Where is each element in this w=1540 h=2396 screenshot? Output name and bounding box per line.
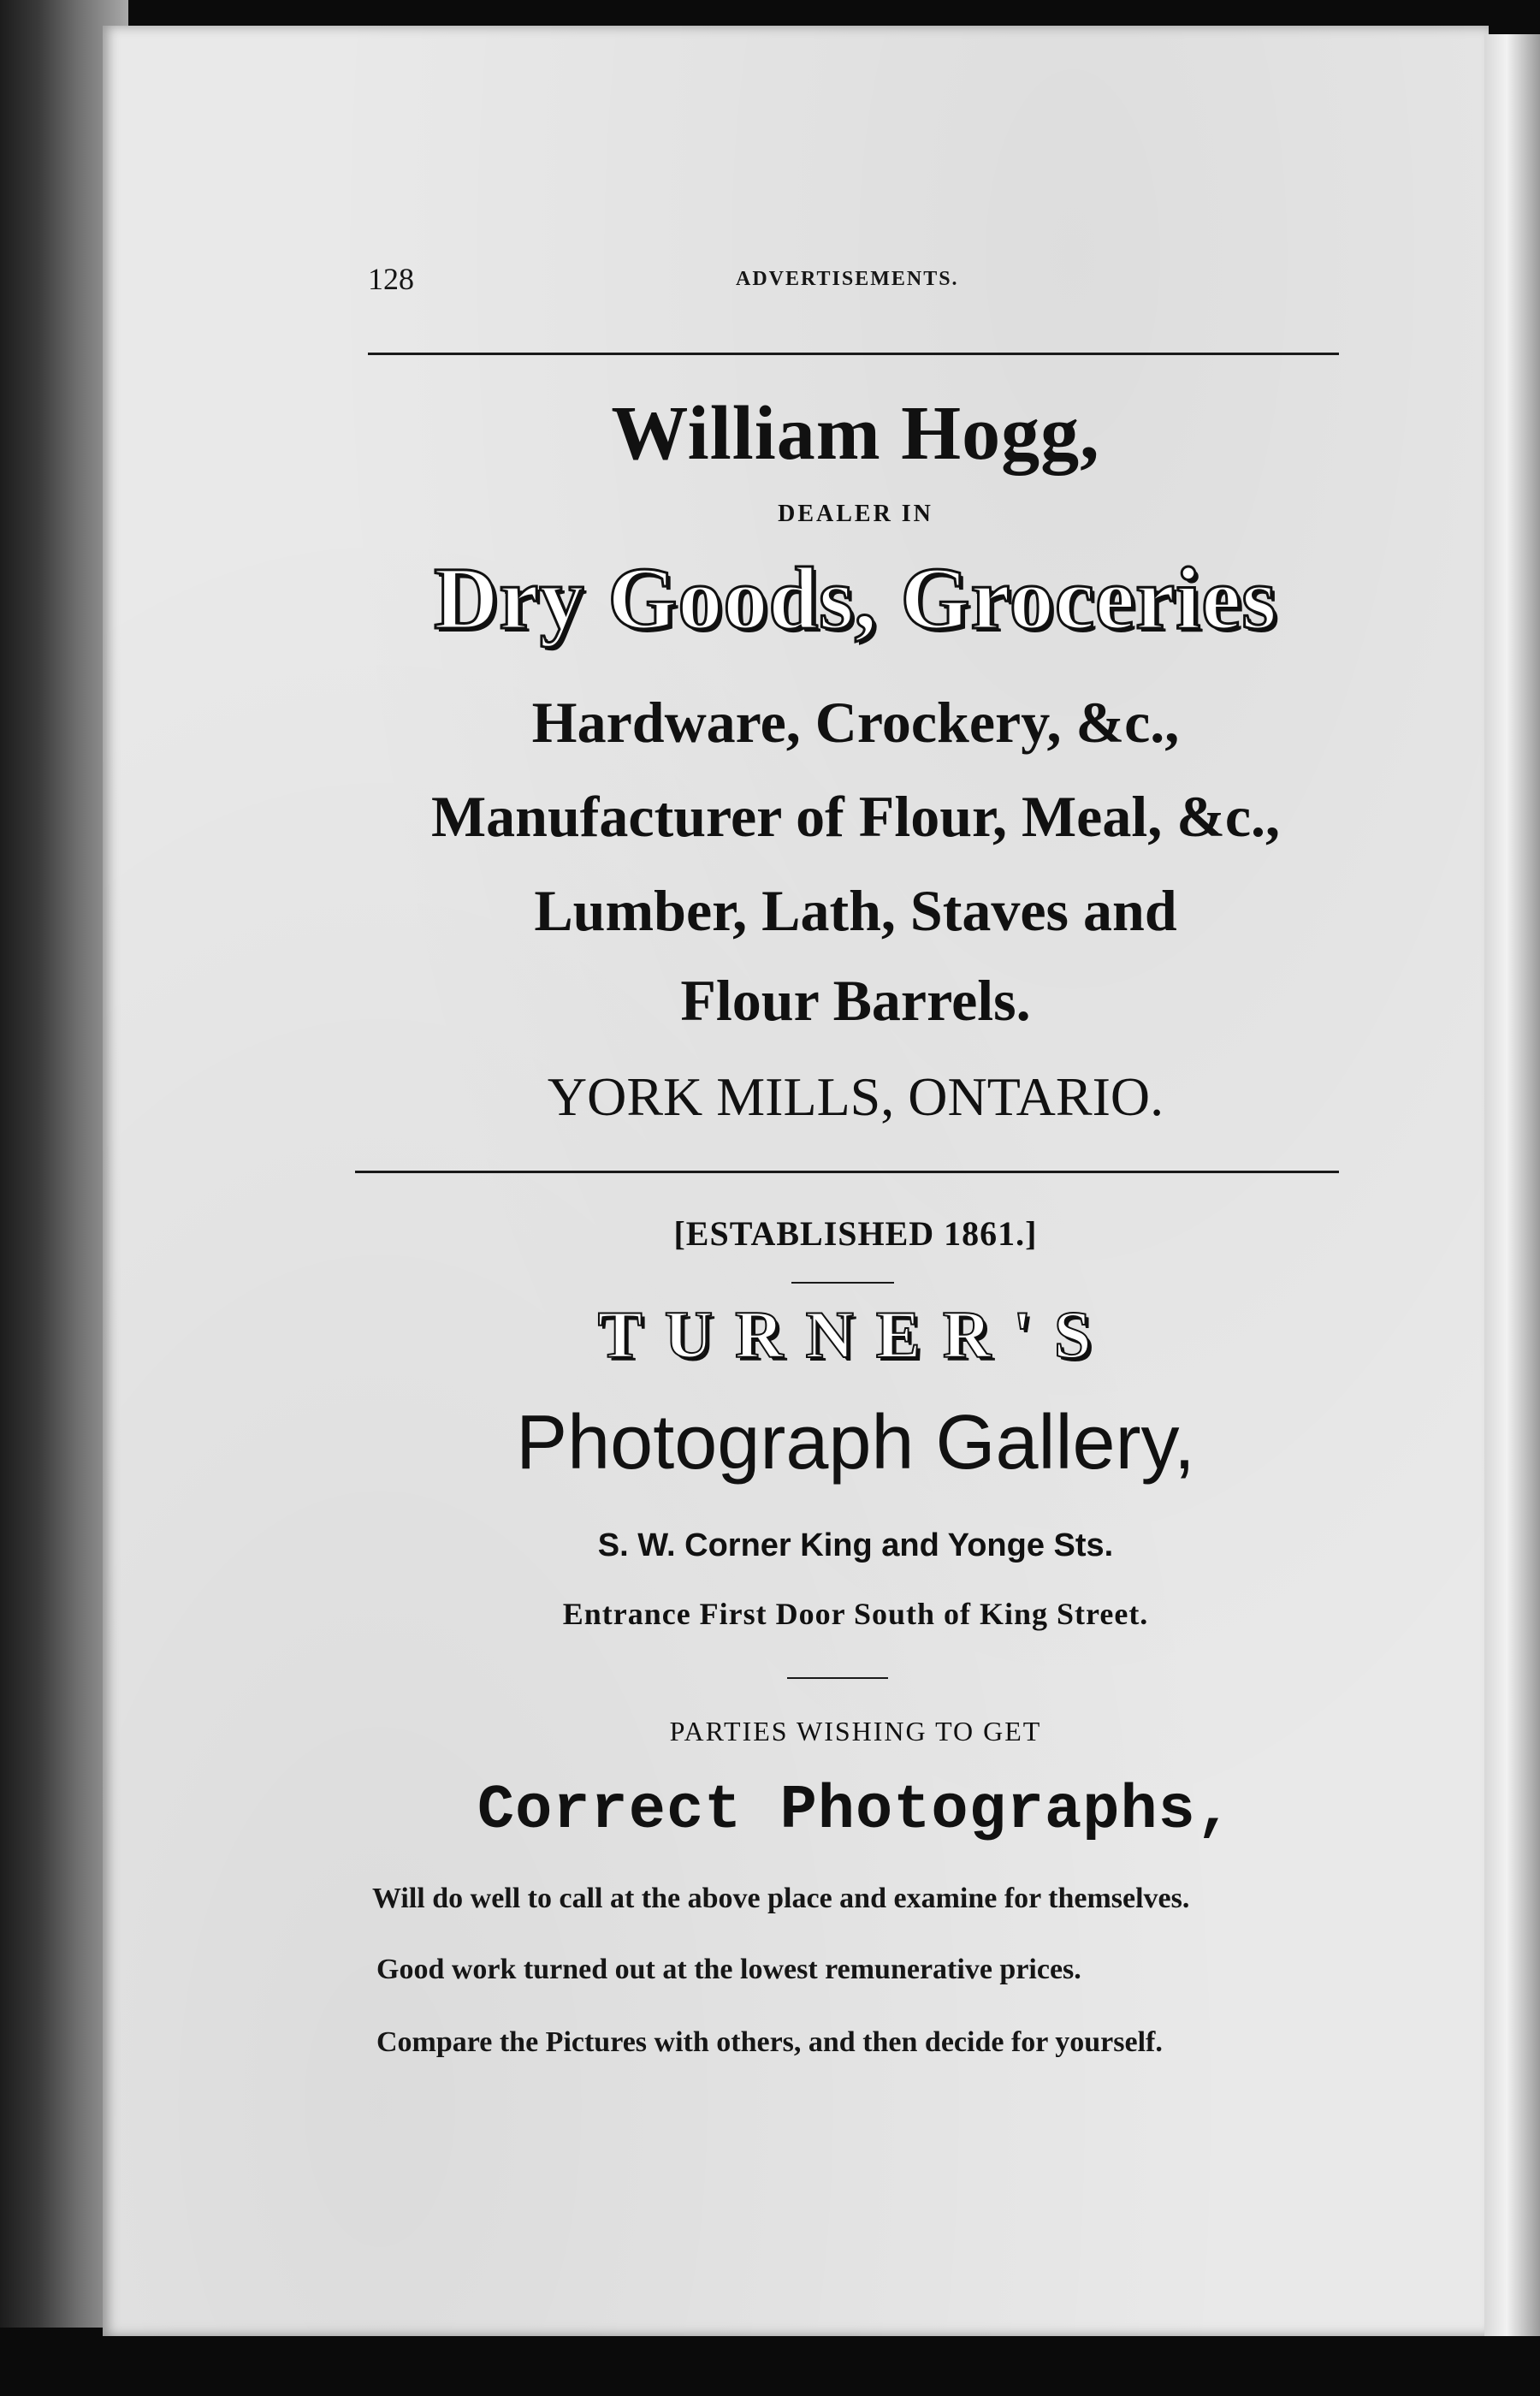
page-number: 128 [368, 262, 414, 296]
short-rule-top [791, 1282, 894, 1284]
manufacturer-line: Manufacturer of Flour, Meal, &c., [430, 784, 1281, 849]
parties-line: PARTIES WISHING TO GET [669, 1716, 1042, 1747]
established-line: [ESTABLISHED 1861.] [673, 1214, 1038, 1253]
location-line: YORK MILLS, ONTARIO. [547, 1066, 1164, 1127]
advertiser-name: William Hogg, [611, 391, 1100, 476]
book-page [103, 26, 1489, 2336]
turners-headline: TURNER'S [597, 1297, 1114, 1372]
lumber-line: Lumber, Lath, Staves and [534, 878, 1177, 943]
short-rule-bottom [787, 1677, 888, 1679]
running-head: ADVERTISEMENTS. [736, 268, 959, 290]
dry-goods-headline: Dry Goods, Groceries [434, 549, 1277, 648]
barrels-line: Flour Barrels. [680, 968, 1031, 1033]
gallery-headline: Photograph Gallery, [516, 1400, 1195, 1486]
hardware-line: Hardware, Crockery, &c., [531, 690, 1180, 755]
page-right-edge [1484, 34, 1540, 2336]
section-divider [355, 1171, 1339, 1173]
body-line-3: Compare the Pictures with others, and then decide for yourself. [376, 2026, 1163, 2058]
body-line-1: Will do well to call at the above place and examine for themselves. [372, 1883, 1190, 1914]
entrance-line: Entrance First Door South of King Street. [562, 1597, 1149, 1631]
correct-photographs-headline: Correct Photographs, [477, 1776, 1235, 1846]
header-rule [368, 353, 1339, 355]
page-header [368, 261, 1343, 304]
address-line: S. W. Corner King and Yonge Sts. [597, 1527, 1114, 1563]
dealer-in-label: DEALER IN [778, 501, 933, 527]
body-line-2: Good work turned out at the lowest remunerative prices. [376, 1954, 1081, 1985]
